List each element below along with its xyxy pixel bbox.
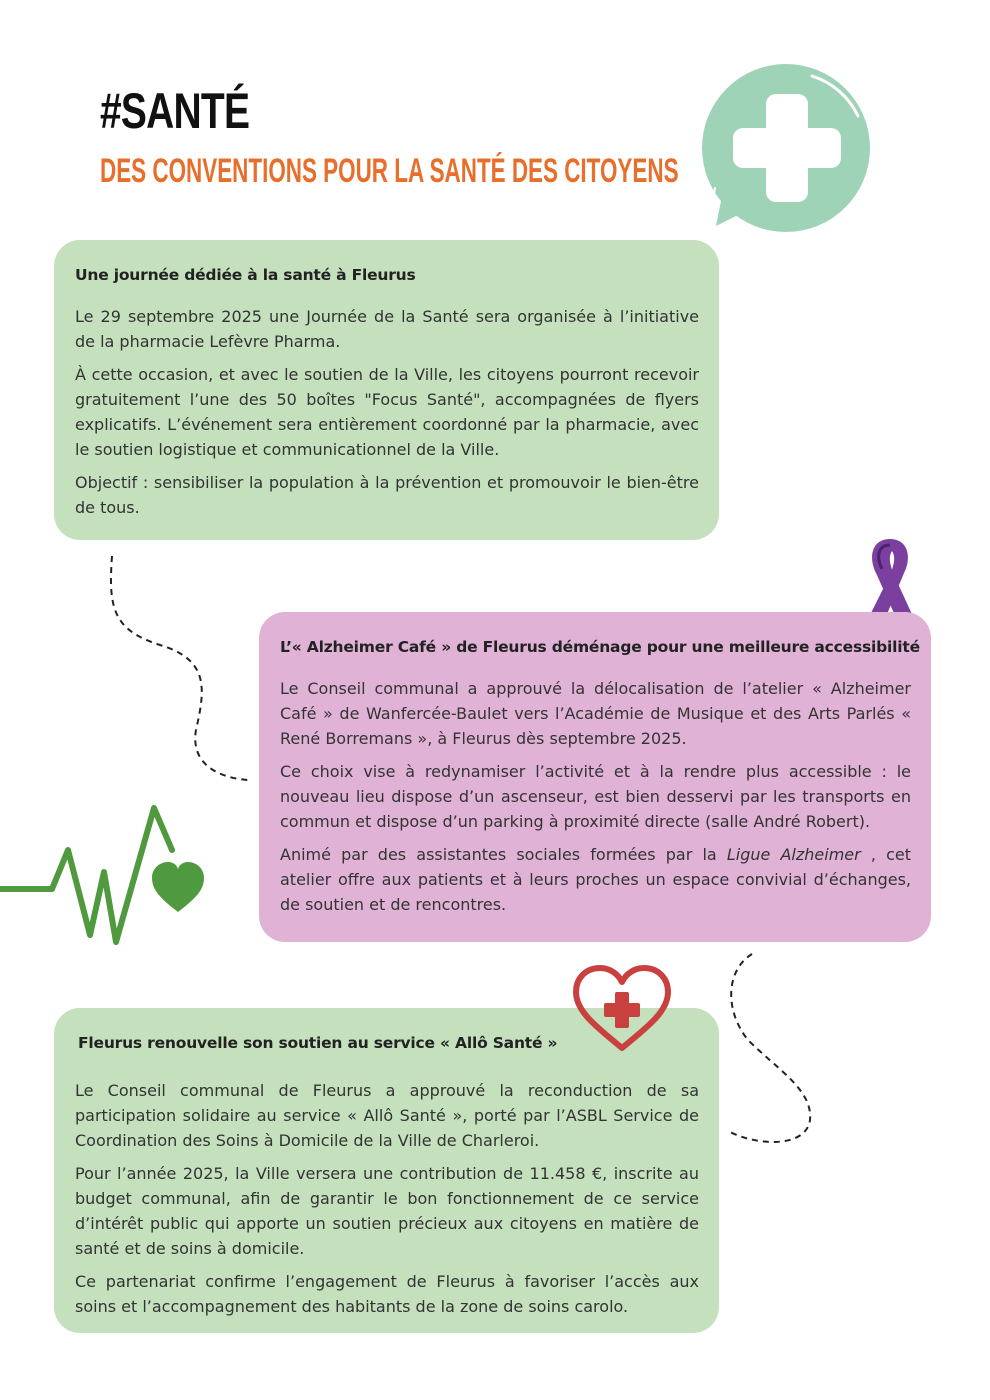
section-paragraph: Pour l’année 2025, la Ville versera une contribution de 11.458 €, inscrite au budget communal, afin de garantir le bon fonctionnement de ce service d’intérêt public qui apporte un soutien précieux aux citoyens en matière de santé et de soins à domicile.	[75, 1164, 699, 1258]
section-health-day-card	[54, 240, 719, 540]
section-paragraph: Le 29 septembre 2025 une Journée de la Santé sera organisée à l’initiative de la pharmacie Lefèvre Pharma.	[75, 307, 699, 351]
medical-cross-bubble-icon	[690, 58, 885, 248]
page-title: #SANTÉ	[100, 83, 250, 139]
section-alzheimer-cafe-card	[259, 612, 931, 942]
section-heading: Une journée dédiée à la santé à Fleurus	[75, 266, 416, 284]
dashed-connector-line	[100, 550, 260, 790]
section-paragraph	[280, 842, 911, 917]
section-paragraph: Ce choix vise à redynamiser l’activité et à la rendre plus accessible : le nouveau lieu dispose d’un ascenseur, est bien desservi par les transports en commun et dispose d’un parking à proximité directe (salle André Robert).	[280, 762, 911, 831]
section-paragraph: Le Conseil communal de Fleurus a approuvé la reconduction de sa participation solidaire au service « Allô Santé », porté par l’ASBL Service de Coordination des Soins à Domicile de la Ville de Charleroi.	[75, 1081, 699, 1150]
paragraph-text: , cet atelier offre aux patients et à leurs proches un espace convivial d’échanges, de soutien et de rencontres.	[280, 845, 912, 914]
section-paragraph: À cette occasion, et avec le soutien de la Ville, les citoyens pourront recevoir gratuitement l’une des 50 boîtes "Focus Santé", accompagnées de flyers explicatifs. L’événement sera entièrement coordonné par la pharmacie, avec le soutien logistique et communicationnel de la Ville.	[75, 365, 699, 459]
section-paragraph: Ce partenariat confirme l’engagement de Fleurus à favoriser l’accès aux soins et l’accompagnement des habitants de la zone de soins carolo.	[75, 1272, 699, 1316]
page-subtitle: DES CONVENTIONS POUR LA SANTÉ DES CITOYENS	[100, 152, 679, 190]
section-paragraph: Objectif : sensibiliser la population à la prévention et promouvoir le bien-être de tous.	[75, 473, 699, 517]
heart-cross-icon	[568, 962, 676, 1057]
section-heading: Fleurus renouvelle son soutien au service « Allô Santé »	[78, 1034, 558, 1052]
organization-name: Ligue Alzheimer	[726, 845, 861, 864]
dashed-connector-line	[718, 950, 828, 1155]
section-paragraph: Le Conseil communal a approuvé la délocalisation de l’atelier « Alzheimer Café » de Wanfercée-Baulet vers l’Académie de Musique et des Arts Parlés « René Borremans », à Fleurus dès septembre 2025.	[280, 679, 911, 748]
paragraph-text: Animé par des assistantes sociales formées par la	[280, 845, 727, 864]
section-heading: L’« Alzheimer Café » de Fleurus déménage pour une meilleure accessibilité	[280, 638, 920, 656]
heartbeat-heart-icon	[0, 800, 215, 955]
